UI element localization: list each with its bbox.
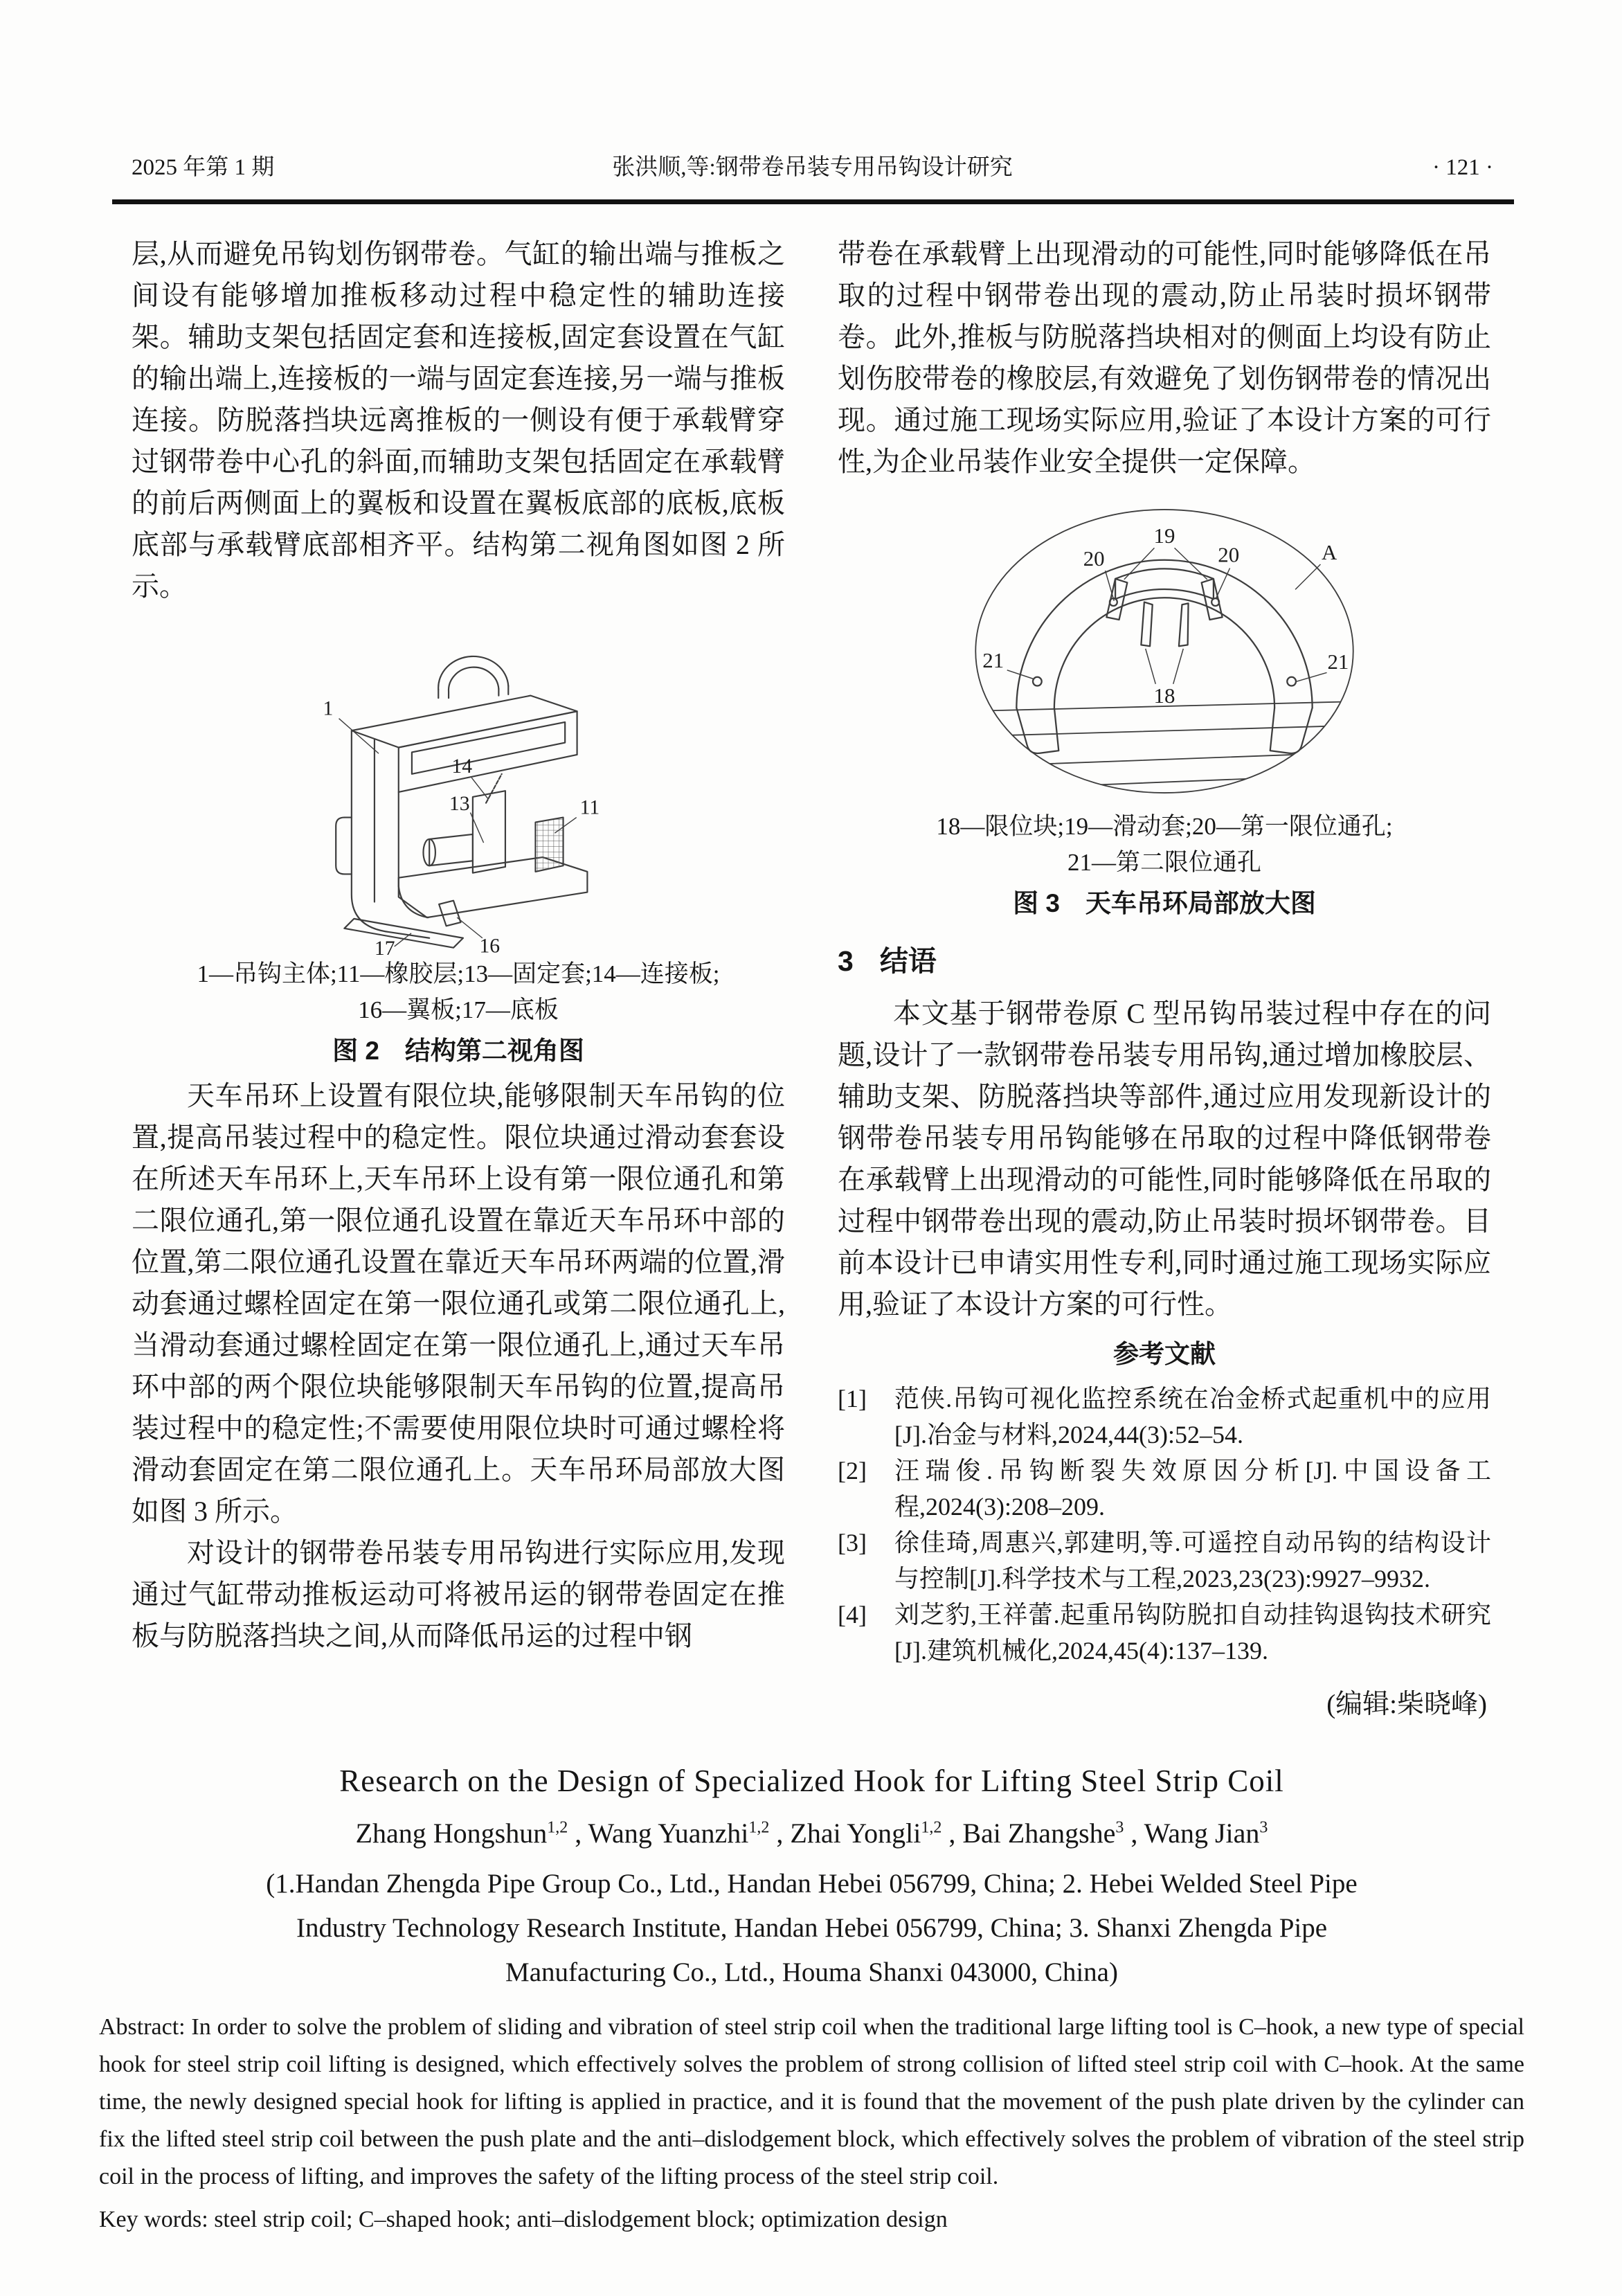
author: Bai Zhangshe$^3$ , bbox=[962, 1818, 1144, 1849]
author-affiliation-sup: 1,2 bbox=[921, 1818, 942, 1837]
figure3-label-21-right: 21 bbox=[1327, 649, 1349, 674]
section-title: 结语 bbox=[879, 945, 937, 977]
header-rule bbox=[112, 199, 1514, 204]
figure3-label-20-left: 20 bbox=[1083, 546, 1105, 571]
keywords-label: Key words: bbox=[99, 2207, 208, 2232]
figure3-label-A: A bbox=[1322, 539, 1337, 564]
page-number: · 121 · bbox=[1432, 155, 1493, 180]
affiliation-line: Manufacturing Co., Ltd., Houma Shanxi 043000, China) bbox=[505, 1957, 1118, 1987]
reference-number: [2] bbox=[838, 1457, 867, 1485]
author-affiliation-sup: 1,2 bbox=[748, 1818, 770, 1837]
reference-item bbox=[838, 1453, 1491, 1525]
figure2-label-14: 14 bbox=[451, 755, 473, 778]
author: Wang Jian$^3$ bbox=[1144, 1818, 1268, 1849]
reference-number: [1] bbox=[838, 1385, 867, 1412]
author-affiliation-sup: 3 bbox=[1259, 1818, 1268, 1837]
keywords-text: steel strip coil; C–shaped hook; anti–dislodgement block; optimization design bbox=[214, 2207, 948, 2232]
figure2-label-1: 1 bbox=[323, 697, 334, 720]
affiliation-line: (1.Handan Zhengda Pipe Group Co., Ltd., Handan Hebei 056799, China; 2. Hebei Welded Steel Pipe bbox=[266, 1869, 1358, 1899]
reference-item bbox=[838, 1525, 1491, 1597]
figure2-label-11: 11 bbox=[579, 796, 600, 819]
paragraph: 天车吊环上设置有限位块,能够限制天车吊钩的位置,提高吊装过程中的稳定性。限位块通过滑动套套设在所述天车吊环上,天车吊环上设有第一限位通孔和第二限位通孔,第一限位通孔设置在靠近天车吊环中部的位置,第二限位通孔设置在靠近天车吊环两端的位置,滑动套通过螺栓固定在第一限位通孔或第二限位通孔上,当滑动套通过螺栓固定在第一限位通孔上,通过天车吊环中部的两个限位块能够限制天车吊钩的位置,提高吊装过程中的稳定性;不需要使用限位块时可通过螺栓将滑动套固定在第二限位通孔上。天车吊环局部放大图如图 3 所示。 bbox=[132, 1080, 785, 1527]
editor-credit: (编辑:柴晓峰) bbox=[1326, 1689, 1487, 1719]
body-columns bbox=[132, 233, 1493, 1725]
reference-number: [4] bbox=[838, 1601, 867, 1629]
figure2-drawing-c-hook bbox=[271, 618, 645, 956]
reference-item bbox=[838, 1597, 1491, 1669]
figure3-caption-line1: 18—限位块;19—滑动套;20—第一限位通孔; bbox=[936, 813, 1393, 840]
author-affiliation-sup: 1,2 bbox=[547, 1818, 568, 1837]
affiliation-line: Industry Technology Research Institute, Handan Hebei 056799, China; 3. Shanxi Zhengda Pipe bbox=[296, 1913, 1328, 1943]
figure3-label-19: 19 bbox=[1153, 523, 1175, 548]
abstract-text: In order to solve the problem of sliding and vibration of steel strip coil when the traditional large lifting tool is C–hook, a new type of special hook for steel strip coil lifting is designed, which effectively solves the problem of strong collision of lifted steel strip coil with C–hook. At the same time, the newly designed special hook for lifting is applied in practice, and it is found that the movement of the push plate driven by the cylinder can fix the lifted steel strip coil between the push plate and the anti–dislodgement block, which effectively solves the problem of vibration of the steel strip coil in the process of lifting, and improves the safety of the lifting process of the steel strip coil. bbox=[99, 2014, 1525, 2189]
left-column bbox=[132, 233, 785, 1725]
figure3-caption-line2: 21—第二限位通孔 bbox=[1067, 849, 1261, 876]
english-affiliations bbox=[99, 1862, 1524, 1995]
section-number: 3 bbox=[838, 945, 854, 977]
figure2-label-13: 13 bbox=[449, 793, 470, 816]
author-affiliation-sup: 3 bbox=[1115, 1818, 1124, 1837]
figure2-caption-line1: 1—吊钩主体;11—橡胶层;13—固定套;14—连接板; bbox=[197, 960, 720, 987]
figure2-title: 图 2 结构第二视角图 bbox=[332, 1037, 584, 1065]
english-section bbox=[99, 1763, 1524, 2239]
paragraph: 带卷在承载臂上出现滑动的可能性,同时能够降低在吊取的过程中钢带卷出现的震动,防止吊装时损坏钢带卷。此外,推板与防脱落挡块相对的侧面上均设有防止划伤胶带卷的橡胶层,有效避免了划伤钢带卷的情况出现。通过施工现场实际应用,验证了本设计方案的可行性,为企业吊装作业安全提供一定保障。 bbox=[838, 238, 1491, 477]
figure3-title: 图 3 天车吊环局部放大图 bbox=[1013, 889, 1316, 917]
reference-item bbox=[838, 1381, 1491, 1453]
english-abstract bbox=[99, 2009, 1524, 2196]
author: Zhang Hongshun$^{1,2}$ , bbox=[355, 1818, 588, 1849]
figure-2 bbox=[132, 618, 785, 1068]
reference-text: 刘芝豹,王祥蕾.起重吊钩防脱扣自动挂钩退钩技术研究[J].建筑机械化,2024,45(4):137–139. bbox=[894, 1601, 1491, 1665]
abstract-label: Abstract: bbox=[99, 2014, 186, 2040]
issue-label: 2025 年第 1 期 bbox=[132, 155, 275, 180]
reference-number: [3] bbox=[838, 1529, 867, 1557]
figure2-caption-line2: 16—翼板;17—底板 bbox=[358, 996, 559, 1023]
paragraph: 对设计的钢带卷吊装专用吊钩进行实际应用,发现通过气缸带动推板运动可将被吊运的钢带卷固定在推板与防脱落挡块之间,从而降低吊运的过程中钢 bbox=[132, 1537, 785, 1651]
figure2-label-16: 16 bbox=[479, 935, 501, 956]
reference-text: 汪瑞俊.吊钩断裂失效原因分析[J].中国设备工程,2024(3):208–209. bbox=[894, 1457, 1491, 1521]
running-title: 张洪顺,等:钢带卷吊装专用吊钩设计研究 bbox=[612, 155, 1013, 180]
figure3-label-18: 18 bbox=[1153, 683, 1175, 708]
figure3-drawing-ring-detail bbox=[957, 494, 1372, 809]
author: Zhai Yongli$^{1,2}$ , bbox=[790, 1818, 963, 1849]
reference-text: 徐佳琦,周惠兴,郭建明,等.可遥控自动吊钩的结构设计与控制[J].科学技术与工程,2023,23(23):9927–9932. bbox=[894, 1529, 1491, 1593]
page-header bbox=[132, 149, 1493, 181]
english-title: Research on the Design of Specialized Hook for Lifting Steel Strip Coil bbox=[339, 1764, 1284, 1798]
references-heading: 参考文献 bbox=[1113, 1340, 1216, 1368]
figure3-label-21-left: 21 bbox=[982, 648, 1004, 673]
english-authors bbox=[99, 1817, 1524, 1849]
reference-text: 范侠.吊钩可视化监控系统在冶金桥式起重机中的应用[J].冶金与材料,2024,44(3):52–54. bbox=[894, 1385, 1491, 1449]
right-column bbox=[838, 233, 1491, 1725]
english-keywords bbox=[99, 2201, 1524, 2239]
figure3-label-20-right: 20 bbox=[1218, 542, 1240, 567]
figure2-label-17: 17 bbox=[374, 938, 395, 956]
figure-3 bbox=[838, 494, 1491, 921]
author: Wang Yuanzhi$^{1,2}$ , bbox=[588, 1818, 791, 1849]
paragraph: 层,从而避免吊钩划伤钢带卷。气缸的输出端与推板之间设有能够增加推板移动过程中稳定性的辅助连接架。辅助支架包括固定套和连接板,固定套设置在气缸的输出端上,连接板的一端与固定套连接,另一端与推板连接。防脱落挡块远离推板的一侧设有便于承载臂穿过钢带卷中心孔的斜面,而辅助支架包括固定在承载臂的前后两侧面上的翼板和设置在翼板底部的底板,底板底部与承载臂底部相齐平。结构第二视角图如图 2 所示。 bbox=[132, 238, 785, 602]
section-3-heading bbox=[838, 940, 1491, 982]
paragraph: 本文基于钢带卷原 C 型吊钩吊装过程中存在的问题,设计了一款钢带卷吊装专用吊钩,通过增加橡胶层、辅助支架、防脱落挡块等部件,通过应用发现新设计的钢带卷吊装专用吊钩能够在吊取的过程中降低钢带卷在承载臂上出现滑动的可能性,同时能够降低在吊取的过程中钢带卷出现的震动,防止吊装时损坏钢带卷。目前本设计已申请实用性专利,同时通过施工现场实际应用,验证了本设计方案的可行性。 bbox=[838, 998, 1491, 1320]
